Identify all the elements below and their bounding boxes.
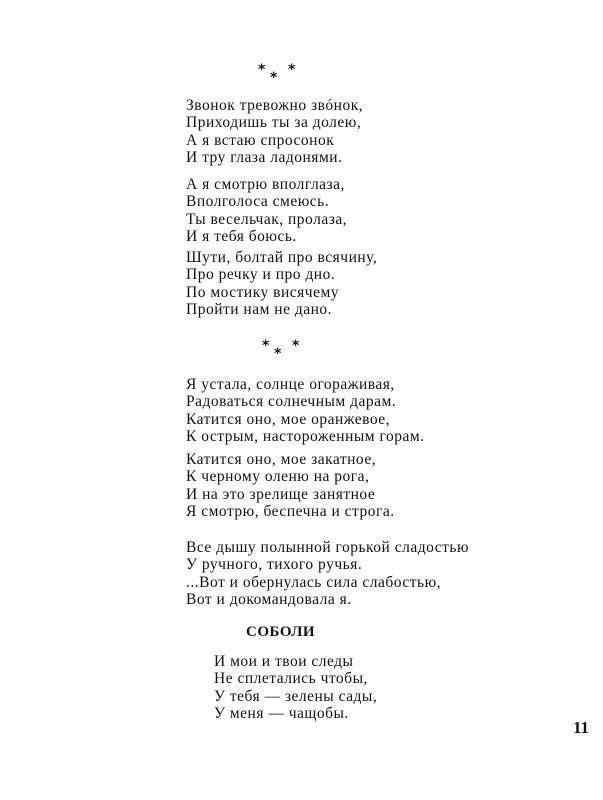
verse-line: Катится оно, мое закатное, <box>186 451 377 468</box>
poem3-stanza-1 <box>214 653 377 722</box>
poem1-stanza-1 <box>186 97 363 166</box>
verse-line: Не сплетались чтобы, <box>214 670 368 688</box>
verse-line: А я смотрю вполглаза, <box>186 176 345 193</box>
verse-line: Катится оно, мое оранжевое, <box>186 410 391 428</box>
page-number: 11 <box>573 718 590 737</box>
verse-line: У ручного, тихого ручья. <box>186 556 363 574</box>
verse-line: И мои и твои следы <box>214 653 354 670</box>
verse-line: Ты весельчак, пролаза, <box>186 210 348 228</box>
poem2-stanza-3 <box>186 539 469 608</box>
poem-title: СОБОЛИ <box>246 624 316 640</box>
verse-line: По мостику висячему <box>186 283 340 301</box>
verse-line: А я встаю спросонок <box>186 131 335 149</box>
verse-line: Звонок тревожно звóнок, <box>186 97 364 114</box>
verse-line: Про речку и про дно. <box>186 266 336 284</box>
verse-line: И на это зрелище занятное <box>186 485 376 503</box>
verse-line: У тебя — зелены сады, <box>214 687 378 705</box>
verse-line: У меня — чащобы. <box>214 704 349 722</box>
verse-line: Все дышу полынной горькой сладостью <box>186 539 470 556</box>
verse-line: ...Вот и обернулась сила слабостью, <box>186 573 442 591</box>
poem2-stanza-2 <box>186 451 395 520</box>
poem2-stanza-1 <box>186 376 425 445</box>
verse-line: К черному оленю на рога, <box>186 468 370 486</box>
verse-line: Вот и докомандовала я. <box>186 590 352 608</box>
verse-line: К острым, настороженным горам. <box>186 427 425 445</box>
verse-line: Приходишь ты за долею, <box>186 114 362 132</box>
verse-line: Радоваться солнечным дарам. <box>186 393 397 411</box>
verse-line: И тру глаза ладонями. <box>186 148 343 166</box>
verse-line: Пройти нам не дано. <box>186 300 333 318</box>
verse-line: Я смотрю, беспечна и строга. <box>186 502 395 520</box>
verse-line: Я устала, солнце огораживая, <box>186 376 395 393</box>
verse-line: Шути, болтай про всячину, <box>186 249 378 266</box>
verse-line: Вполголоса смеюсь. <box>186 193 330 211</box>
poem1-stanza-3 <box>186 249 377 318</box>
poem1-stanza-2 <box>186 176 347 245</box>
verse-line: И я тебя боюсь. <box>186 227 297 245</box>
